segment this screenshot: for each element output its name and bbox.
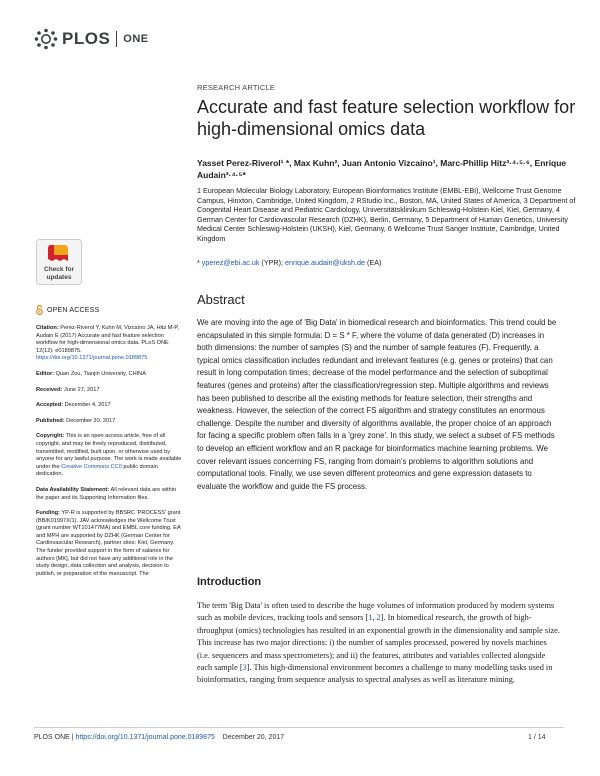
check-updates-line2: updates [46, 274, 72, 281]
introduction-heading: Introduction [197, 576, 262, 588]
footer-doi-link[interactable]: https://doi.org/10.1371/journal.pone.0189875 [75, 734, 215, 741]
editor-text: Quan Zou, Tianjin University, CHINA [54, 370, 146, 377]
cc0-link[interactable]: Creative Commons CC0 [61, 463, 122, 470]
email-prefix: * [197, 258, 202, 267]
published-label: Published: [36, 417, 65, 424]
abstract-body: We are moving into the age of 'Big Data' in biomedical research and bioinformatics. This trend could be encapsulated in this simple formula: D = S * F, where the volume of data generated (D) increases in both dimensions: the number of samples (S) and the number of sample features (F). Frequently, a typical omics classification includes redundant and irrelevant features (e.g. genes or proteins) that can result in long computation times; decrease of the model performance and the selection of suboptimal features (genes and proteins) after the classification/regression step. Multiple algorithms and reviews has been published to describe all the existing methods for feature selection, their strengths and weakness. However, the selection of the correct FS algorithm and strategy constitutes an enormous challenge. Despite the number and diversity of algorithms available, the proper choice of an approach for facing a specific problem often falls in a 'grey zone'. In this study, we select a subset of FS methods to develop an efficient workflow and an R package for bioinformatics machine learning problems. We cover relevant issues concerning FS, ranging from domain's problems to algorithm solutions and computational tools. Finally, we use seven different proteomics and gene expression datasets to evaluate the workflow and guide the FS process. [197, 318, 557, 491]
accepted-label: Accepted: [36, 402, 64, 409]
footer-divider [34, 727, 564, 728]
received-text: June 27, 2017 [62, 386, 100, 393]
published-block [36, 418, 184, 426]
funding-label: Funding: [36, 510, 60, 517]
data-availability-block [36, 487, 184, 502]
open-access-text: OPEN ACCESS [47, 306, 100, 314]
copyright-text: This is an open access article, free of all copyright, and may be freely reproduced, distributed, transmitted, modified, built upon, or otherwise used by anyone for any lawful purpose. The work is made available under the [36, 433, 182, 470]
ref-link-1[interactable]: 1 [368, 613, 373, 623]
plos-one-logo [34, 28, 149, 50]
logo-divider [116, 31, 117, 47]
intro-text-1: The term 'Big Data' is often used to describe the huge volumes of information produced by modern systems such as mobile devices, tracking tools and sensors [ [197, 601, 555, 623]
editor-label: Editor: [36, 370, 55, 377]
funding-text: YP-R is supported by BBSRC 'PROCESS' grant (BB/K01997X/1). JAV acknowledges the Wellcome Trust (grant number WT101477MA) and EMBL core funding. EA and MPH are supported by DZHK (German Center for Cardiovascular Research), partner sites: Kiel, Germany. The funder provided support in the form of salaries for authors [MK], but did not have any additional role in the study design, data collection and analysis, decision to publish, or preparation of the manuscript. The [36, 510, 181, 577]
citation-doi-link[interactable]: https://doi.org/10.1371/journal.pone.0189875 [36, 355, 148, 362]
ref-link-2[interactable]: 2 [376, 613, 381, 623]
check-updates-icon [36, 239, 82, 285]
open-lock-icon [36, 305, 43, 315]
page-number: 1 / 14 [528, 734, 546, 741]
accepted-block [36, 402, 184, 410]
logo-journal: ONE [123, 33, 149, 45]
article-sidebar [36, 325, 184, 586]
ref-comma: , [372, 613, 377, 623]
email-link-ea[interactable]: enrique.audain@uksh.de [285, 258, 366, 267]
corresponding-emails [197, 258, 577, 267]
published-text: December 20, 2017 [64, 417, 116, 424]
abstract-heading: Abstract [197, 292, 245, 307]
citation-text: Perez-Riverol Y, Kuhn M, Vizcaíno JA, Hitz M-P, Audain E (2017) Accurate and fast feature selection workflow for high-dimensional omics data. PLoS ONE 12(12): e0189875. [36, 325, 179, 354]
email-mid: (YPR); [259, 258, 285, 267]
copyright-block [36, 433, 184, 479]
email-link-ypr[interactable]: yperez@ebi.ac.uk [201, 258, 260, 267]
article-type: RESEARCH ARTICLE [197, 83, 276, 92]
copyright-end: public domain dedication. [36, 463, 158, 478]
data-availability-label: Data Availability Statement: [36, 486, 110, 493]
affiliations: 1 European Molecular Biology Laboratory, European Bioinformatics Institute (EMBL-EBI), Wellcome Trust Genome Campus, Hinxton, Cambridge, United Kingdom, 2 RStudio Inc., Boston, MA, United States of America, 3 Department of Congenital Heart Disease and Pediatric Cardiology, Universitätsklinikum Schleswig-Holstein Kiel, Kiel, Germany, 4 German Center for Cardiovascular Research (DZHK), Berlin, Germany, 5 Department of Human Genetics, University Medical Center Schleswig-Holstein (UKSH), Kiel, Germany, 6 Wellcome Trust Sanger Institute, Cambridge, United Kingdom [197, 186, 576, 243]
citation-label: Citation: [36, 325, 59, 331]
funding-block [36, 510, 184, 578]
citation-block [36, 325, 184, 363]
intro-text-2: ]. In biomedical research, the growth of high-throughput (omics) technologies has resulted in an exponential growth in the dimensionality and sample size. This increase has two major directions: i) the number of samples processed, powered by novels machines (i.e. sequencers and mass spectrometers); and ii) the features, attributes and variables collected alongside each sample [ [197, 613, 560, 673]
author-list: Yasset Perez-Riverol¹ *, Max Kuhn², Juan Antonio Vizcaíno¹, Marc-Phillip Hitz³·⁴·⁵·⁶, Enrique Audain³·⁴·⁵* [197, 158, 567, 180]
intro-text-3: ]. This high-dimensional environment becomes a challenge to many modelling tasks used in bioinformatics, ranging from sequence analysis to spectral analyses as well as literature mining. [197, 663, 553, 685]
check-for-updates-badge[interactable] [36, 239, 82, 285]
received-label: Received: [36, 386, 63, 393]
ref-link-3[interactable]: 3 [242, 663, 247, 673]
editor-block [36, 371, 184, 379]
footer-journal: PLOS ONE [34, 734, 70, 741]
introduction-body [197, 600, 560, 687]
accepted-text: December 4, 2017 [63, 402, 111, 409]
footer-separator: | [69, 734, 76, 741]
article-title: Accurate and fast feature selection workflow for high-dimensional omics data [197, 97, 576, 139]
data-availability-text: All relevant data are within the paper and its Supporting Information files. [36, 486, 177, 501]
plos-dots-icon [34, 28, 58, 50]
logo-brand: PLOS [62, 29, 111, 48]
received-block [36, 387, 184, 395]
footer-date: December 20, 2017 [222, 734, 285, 741]
email-suffix: (EA) [365, 258, 382, 267]
page-footer [34, 734, 284, 741]
check-updates-line1: Check for [44, 266, 74, 273]
copyright-label: Copyright: [36, 433, 65, 440]
open-access-label [36, 305, 99, 315]
